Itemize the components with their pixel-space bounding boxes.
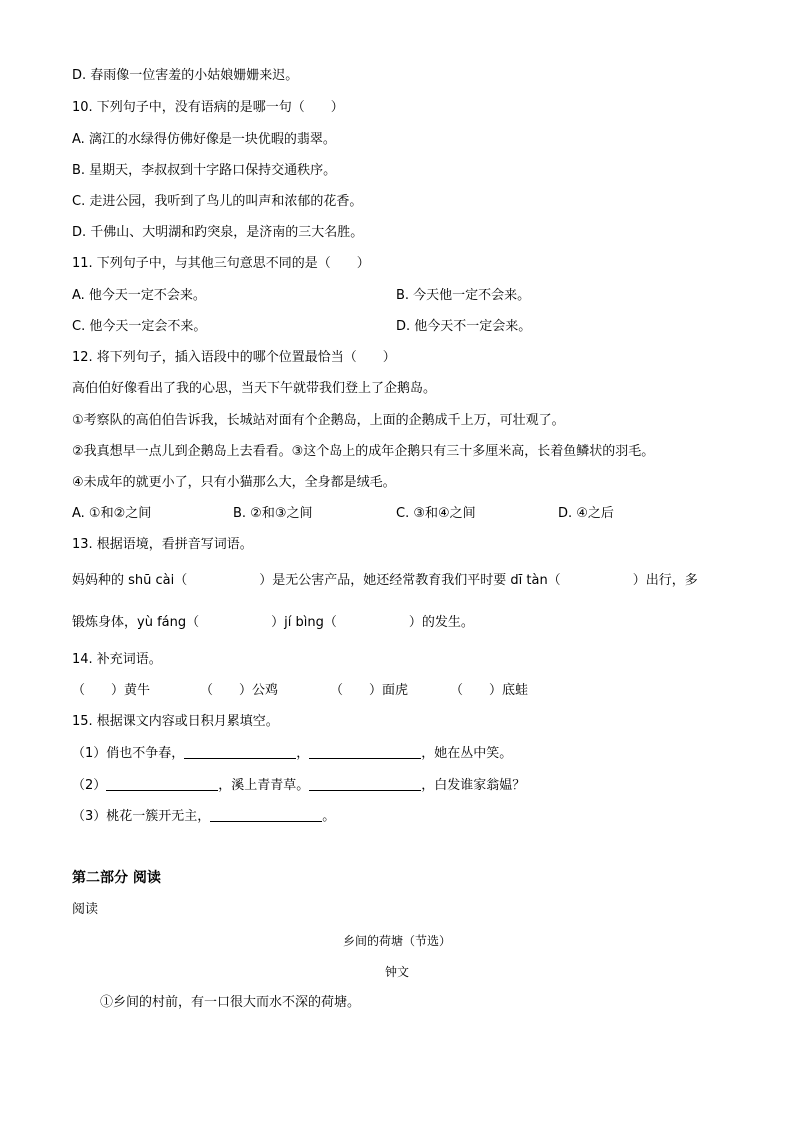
pinyin-line-2	[72, 615, 474, 631]
pinyin-text-2a: 锻炼身体，yù fáng（	[72, 615, 200, 630]
fill-blank-5[interactable]	[210, 808, 322, 822]
option-11d: D. 他今天不一定会来。	[396, 319, 532, 334]
option-11a: A. 他今天一定不会来。	[72, 288, 206, 303]
fill-blank-2[interactable]	[309, 745, 421, 759]
pinyin-text-1a: 妈妈种的 shū cài（	[72, 573, 188, 588]
section-heading: 第二部分 阅读	[72, 870, 161, 886]
question-10: 10. 下列句子中，没有语病的是哪一句（ ）	[72, 100, 344, 115]
fill-text-3b: 。	[322, 809, 336, 824]
fill-text-2a: （2）	[72, 778, 107, 793]
option-12d: D. ④之后	[558, 506, 614, 521]
pinyin-line-1	[72, 573, 698, 589]
option-11b: B. 今天他一定不会来。	[396, 288, 531, 303]
option-10b: B. 星期天，李叔叔到十字路口保持交通秩序。	[72, 163, 337, 178]
fill-text-1c: ，她在丛中笑。	[421, 746, 513, 761]
option-12a: A. ①和②之间	[72, 506, 152, 521]
fill-text-2b: ，溪上青青草。	[218, 778, 310, 793]
fill-line-2	[72, 777, 525, 794]
fill-text-2c: ，白发谁家翁媪？	[421, 778, 526, 793]
reading-label: 阅读	[72, 902, 99, 917]
passage-line-3: ④未成年的就更小了，只有小猫那么大，全身都是绒毛。	[72, 475, 396, 490]
option-10a: A. 漓江的水绿得仿佛好像是一块优暇的翡翠。	[72, 132, 336, 147]
passage-line-2: ②我真想早一点儿到企鹅岛上去看看。③这个岛上的成年企鹅只有三十多厘米高，长着鱼鳞状的羽毛。	[72, 444, 655, 459]
fill-text-3a: （3）桃花一簇开无主，	[72, 809, 211, 824]
fill-line-1	[72, 745, 512, 762]
pinyin-text-2c: ）的发生。	[408, 615, 474, 630]
fill-blank-3[interactable]	[106, 777, 218, 791]
question-14: 14. 补充词语。	[72, 652, 162, 667]
idiom-1: （ ）黄牛	[72, 683, 151, 698]
passage-line-1: ①考察队的高伯伯告诉我，长城站对面有个企鹅岛，上面的企鹅成千上万，可壮观了。	[72, 413, 565, 428]
option-12c: C. ③和④之间	[396, 506, 476, 521]
idiom-2: （ ）公鸡	[200, 683, 279, 698]
option-10d: D. 千佛山、大明湖和趵突泉，是济南的三大名胜。	[72, 225, 364, 240]
question-15: 15. 根据课文内容或日积月累填空。	[72, 714, 279, 729]
question-12: 12. 将下列句子，插入语段中的哪个位置最恰当（ ）	[72, 350, 396, 365]
pinyin-text-1c: ）出行，多	[632, 573, 698, 588]
option-11c: C. 他今天一定会不来。	[72, 319, 207, 334]
fill-text-1a: （1）俏也不争春，	[72, 746, 185, 761]
article-title: 乡间的荷塘（节选）	[342, 934, 451, 948]
insert-sentence: 高伯伯好像看出了我的心思，当天下午就带我们登上了企鹅岛。	[72, 381, 437, 396]
option-12b: B. ②和③之间	[233, 506, 313, 521]
option-9d: D. 春雨像一位害羞的小姑娘姗姗来迟。	[72, 68, 299, 83]
fill-text-1b: ，	[296, 746, 310, 761]
article-author: 钟文	[384, 965, 409, 979]
option-10c: C. 走进公园，我听到了鸟儿的叫声和浓郁的花香。	[72, 194, 363, 209]
idiom-4: （ ）底蛙	[450, 683, 529, 698]
pinyin-text-2b: ）jí bìng（	[271, 615, 337, 630]
idiom-3: （ ）面虎	[330, 683, 409, 698]
fill-blank-1[interactable]	[184, 745, 296, 759]
question-11: 11. 下列句子中，与其他三句意思不同的是（ ）	[72, 256, 370, 271]
pinyin-text-1b: ）是无公害产品，她还经常教育我们平时要 dī tàn（	[259, 573, 561, 588]
fill-line-3	[72, 808, 335, 825]
fill-blank-4[interactable]	[309, 777, 421, 791]
article-paragraph-1: ①乡间的村前，有一口很大而水不深的荷塘。	[100, 995, 361, 1010]
question-13: 13. 根据语境，看拼音写词语。	[72, 537, 253, 552]
